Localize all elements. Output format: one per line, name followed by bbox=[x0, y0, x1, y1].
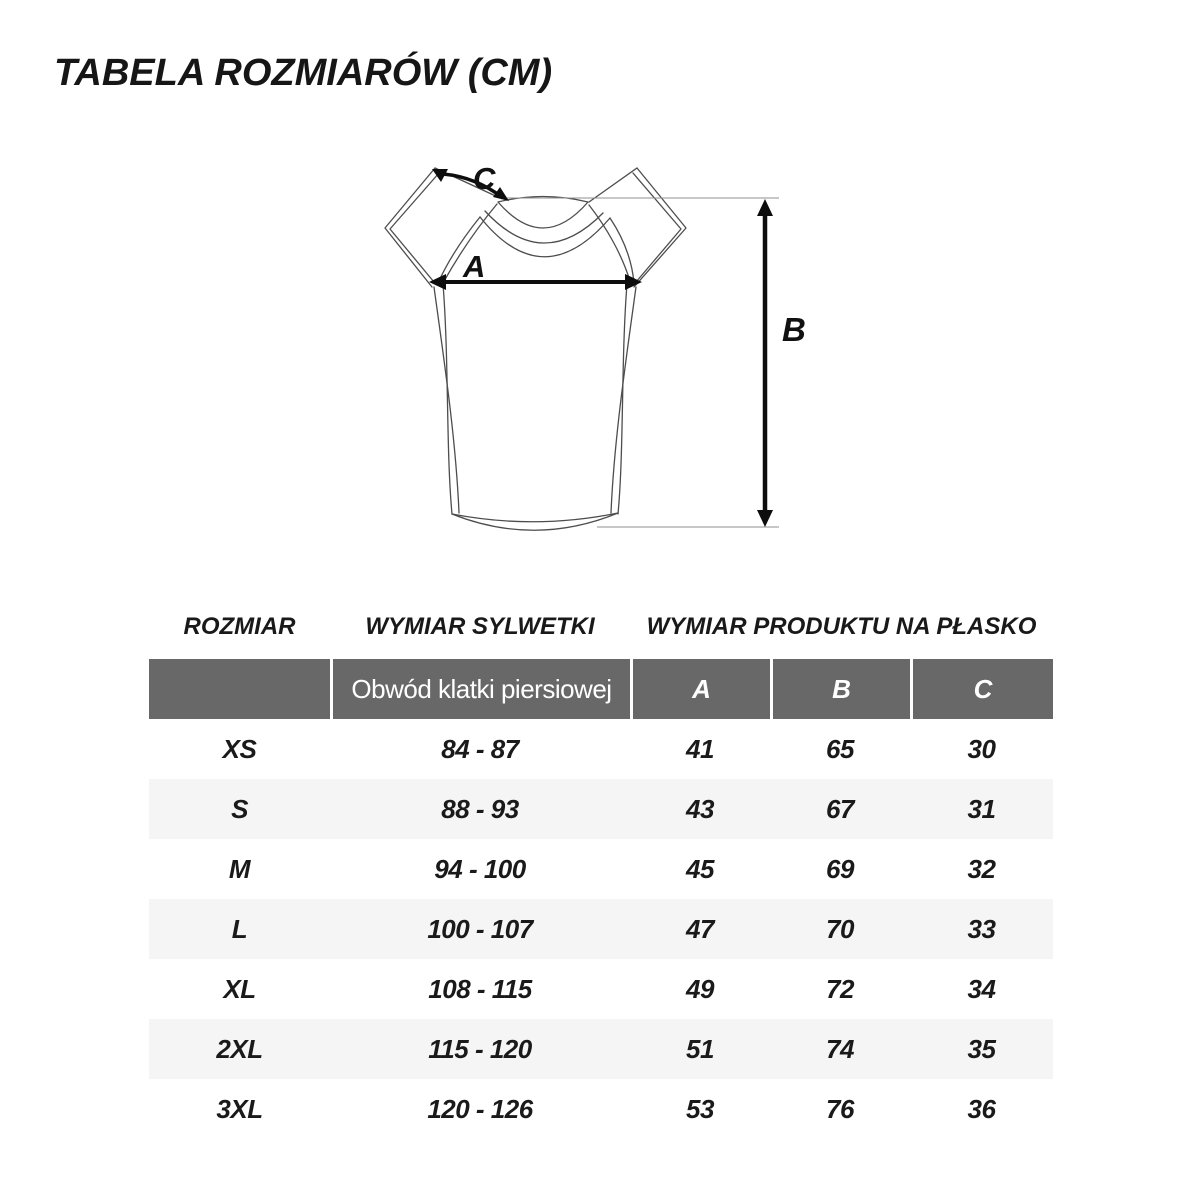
diagram-label-b: B bbox=[782, 311, 806, 348]
column-header-b: B bbox=[770, 659, 910, 719]
b-cell: 67 bbox=[826, 794, 854, 824]
chest-cell: 88 - 93 bbox=[441, 794, 519, 824]
table-row-3xl bbox=[149, 1079, 1053, 1139]
b-cell: 69 bbox=[826, 854, 854, 884]
b-cell: 65 bbox=[826, 734, 854, 764]
chest-cell: 120 - 126 bbox=[427, 1094, 533, 1124]
size-cell: L bbox=[231, 914, 248, 944]
b-cell: 72 bbox=[826, 974, 854, 1004]
table-header-row bbox=[149, 659, 1053, 719]
page-title: TABELA ROZMIARÓW (CM) bbox=[54, 52, 553, 94]
reference-lines bbox=[503, 198, 779, 527]
a-cell: 47 bbox=[686, 914, 714, 944]
c-cell: 31 bbox=[967, 794, 996, 824]
table-row-s bbox=[149, 779, 1053, 839]
a-cell: 49 bbox=[686, 974, 714, 1004]
a-cell: 51 bbox=[686, 1034, 714, 1064]
group-header-flat-measure: WYMIAR PRODUKTU NA PŁASKO bbox=[646, 613, 1037, 640]
c-cell: 36 bbox=[967, 1094, 996, 1124]
column-header-a: A bbox=[630, 659, 770, 719]
column-header-c: C bbox=[910, 659, 1053, 719]
size-cell: XS bbox=[222, 734, 257, 764]
size-cell: M bbox=[228, 854, 251, 884]
size-table bbox=[149, 612, 1053, 1139]
a-cell: 41 bbox=[686, 734, 714, 764]
table-row-xs bbox=[149, 719, 1053, 779]
a-cell: 53 bbox=[686, 1094, 714, 1124]
c-cell: 32 bbox=[967, 854, 996, 884]
size-cell: XL bbox=[223, 974, 256, 1004]
size-cell: S bbox=[231, 794, 248, 824]
chest-cell: 100 - 107 bbox=[427, 914, 533, 944]
group-header-size: ROZMIAR bbox=[183, 613, 296, 640]
table-row-l bbox=[149, 899, 1053, 959]
tshirt-outline bbox=[385, 168, 686, 530]
table-row-m bbox=[149, 839, 1053, 899]
column-header-size bbox=[149, 659, 330, 719]
diagram-label-a: A bbox=[463, 249, 486, 284]
c-cell: 30 bbox=[967, 734, 996, 764]
arrowheads bbox=[429, 169, 773, 527]
a-cell: 43 bbox=[686, 794, 714, 824]
c-cell: 34 bbox=[967, 974, 996, 1004]
table-group-headers bbox=[149, 612, 1053, 646]
table-row-2xl bbox=[149, 1019, 1053, 1079]
b-cell: 76 bbox=[826, 1094, 854, 1124]
diagram-label-c: C bbox=[473, 161, 496, 196]
column-header-chest: Obwód klatki piersiowej bbox=[330, 659, 630, 719]
chest-cell: 115 - 120 bbox=[428, 1034, 532, 1064]
group-header-body-measure: WYMIAR SYLWETKI bbox=[365, 613, 595, 640]
b-cell: 74 bbox=[826, 1034, 854, 1064]
chest-cell: 94 - 100 bbox=[434, 854, 526, 884]
size-cell: 2XL bbox=[216, 1034, 263, 1064]
chest-cell: 84 - 87 bbox=[441, 734, 519, 764]
size-cell: 3XL bbox=[216, 1094, 263, 1124]
a-cell: 45 bbox=[686, 854, 714, 884]
tshirt-measurement-diagram bbox=[330, 140, 830, 570]
table-row-xl bbox=[149, 959, 1053, 1019]
c-cell: 33 bbox=[967, 914, 996, 944]
b-cell: 70 bbox=[826, 914, 854, 944]
chest-cell: 108 - 115 bbox=[428, 974, 532, 1004]
c-cell: 35 bbox=[967, 1034, 996, 1064]
